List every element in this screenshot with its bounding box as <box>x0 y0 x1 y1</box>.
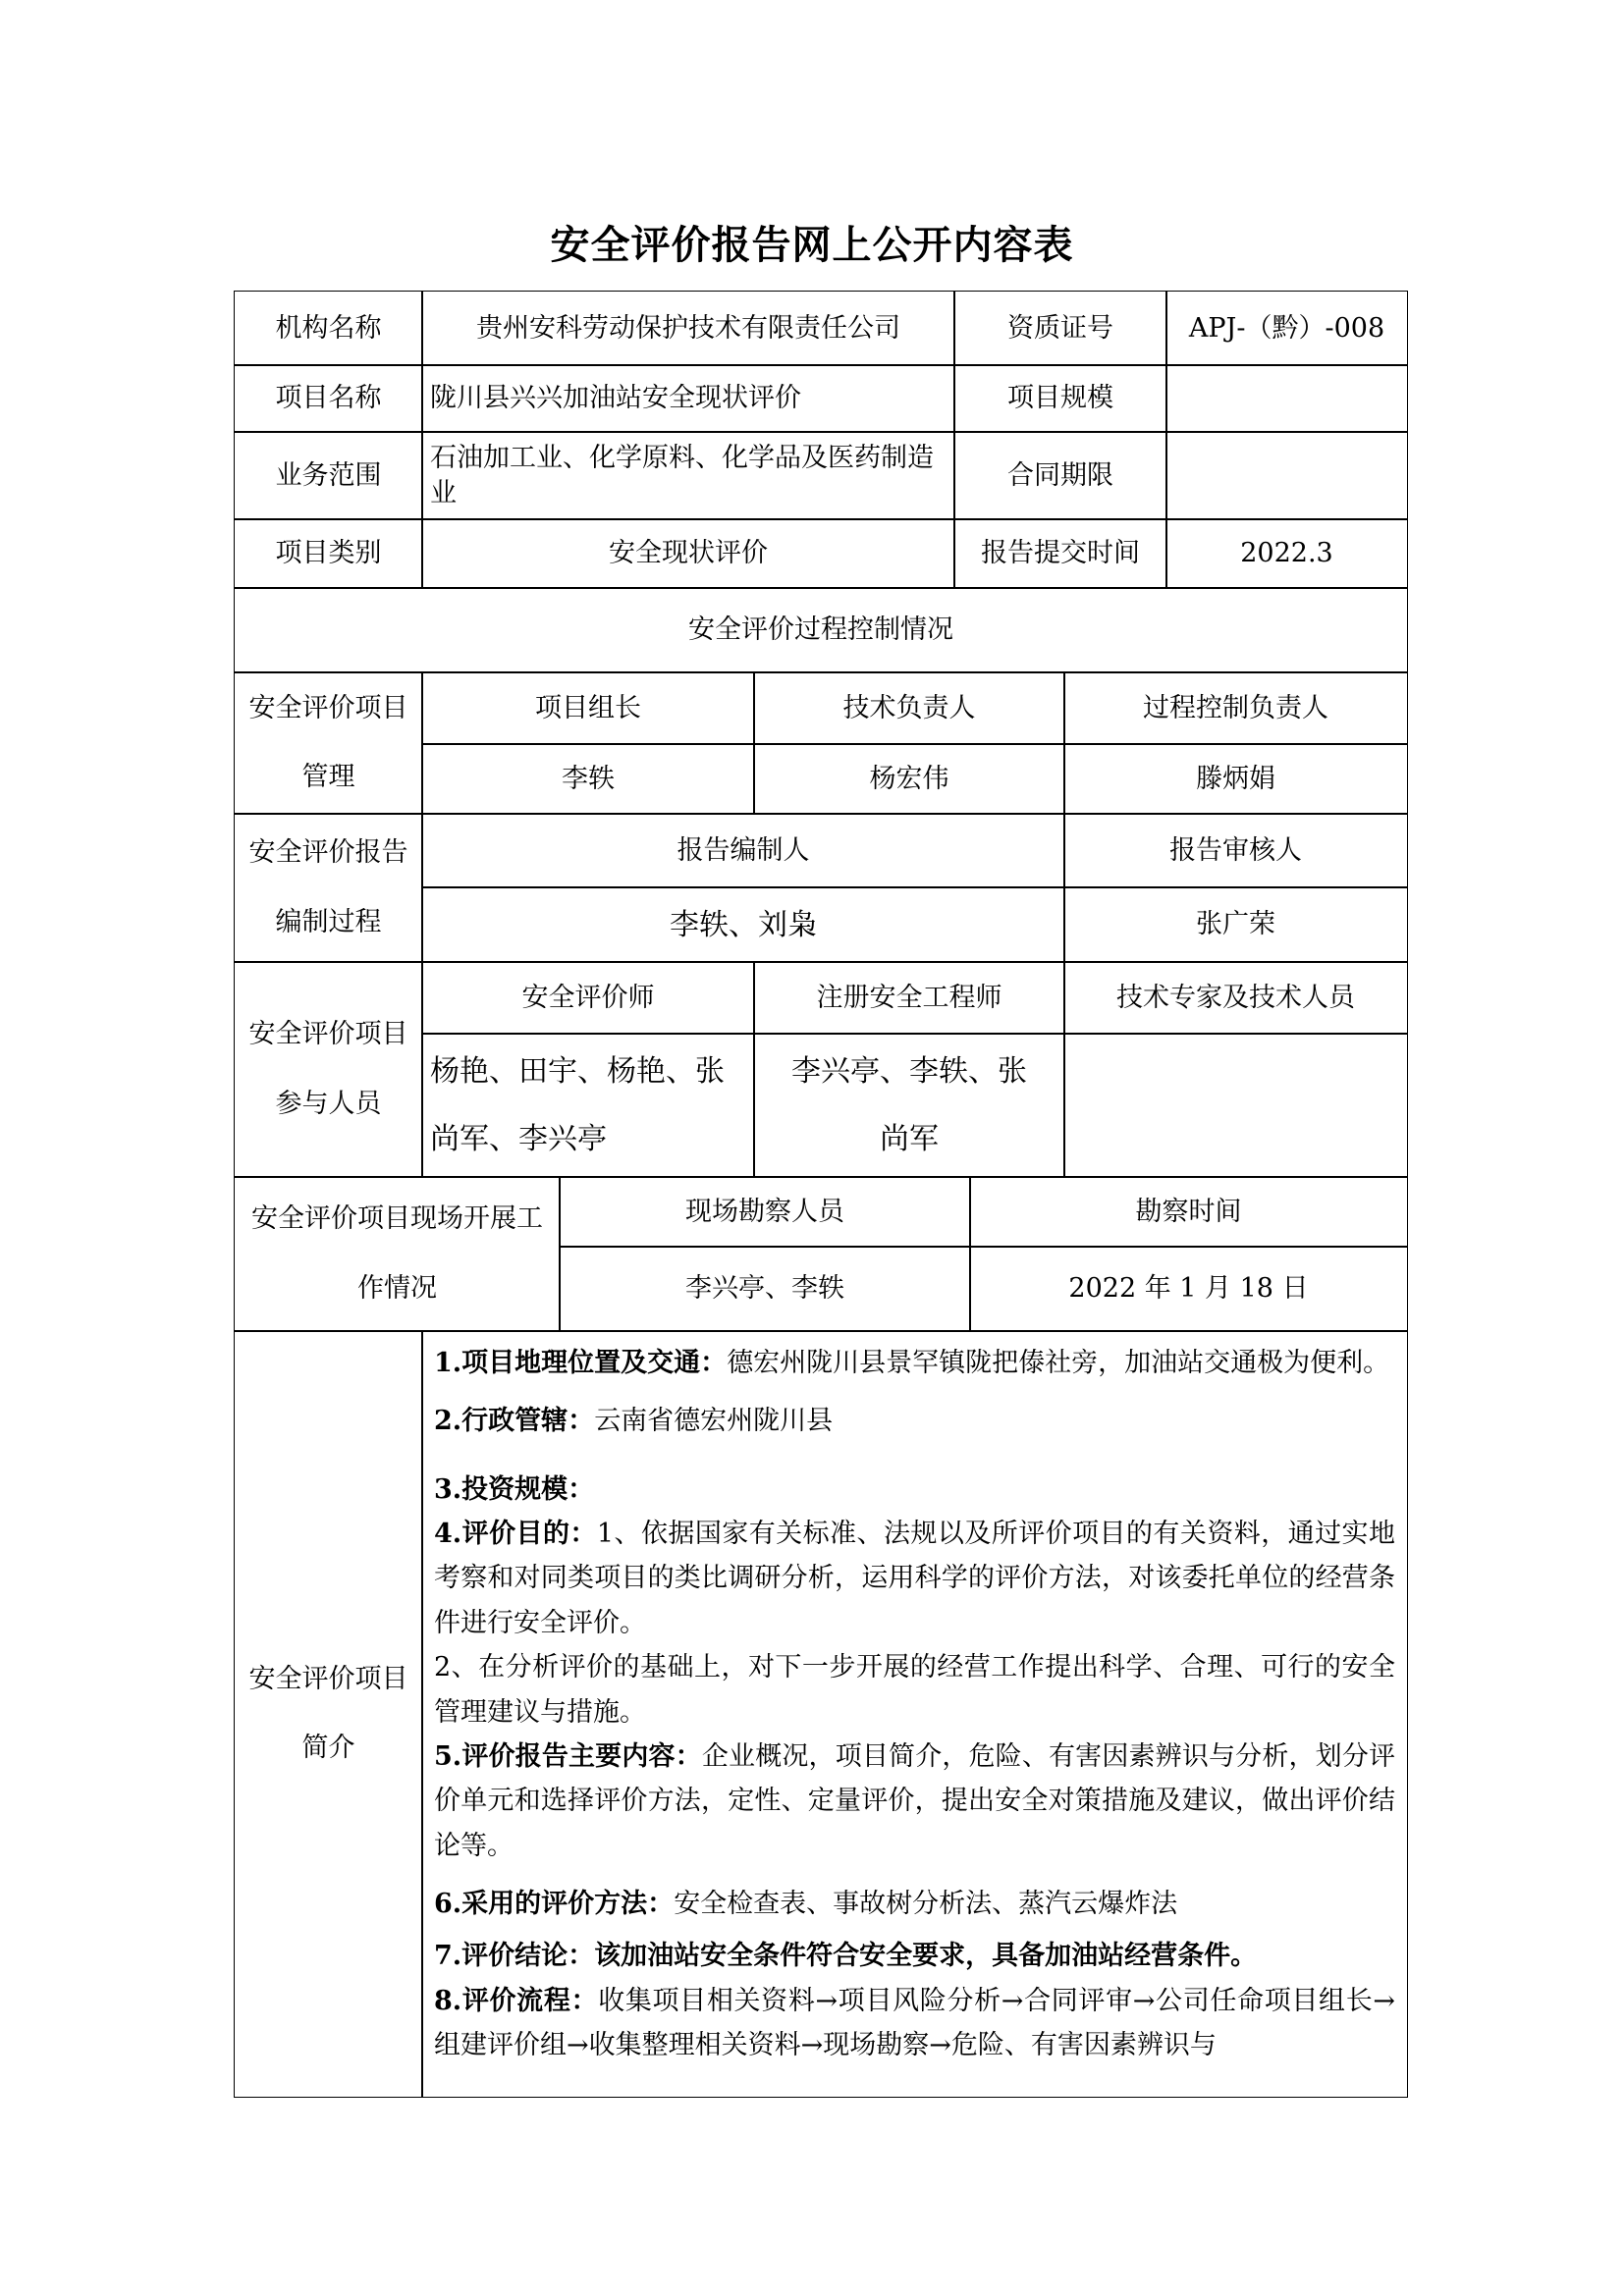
report-label: 安全评价报告编制过程 <box>234 813 423 963</box>
intro-label: 安全评价项目简介 <box>234 1330 423 2098</box>
intro-item-8-text: 收集项目相关资料→项目风险分析→合同评审→公司任命项目组长→组建评价组→收集整理相关资料→现场勘察→危险、有害因素辨识与 <box>434 1985 1395 2061</box>
staff-col-evaluator: 安全评价师 <box>421 961 755 1035</box>
report-val-reviewer: 张广荣 <box>1063 886 1408 963</box>
mgmt-col-leader: 项目组长 <box>421 671 755 745</box>
mgmt-val-leader: 李轶 <box>421 743 755 815</box>
report-val-compiler: 李轶、刘枭 <box>421 886 1065 963</box>
project-label: 项目名称 <box>234 364 423 433</box>
intro-item-7-head: 7.评价结论： <box>434 1941 595 1972</box>
site-label: 安全评价项目现场开展工作情况 <box>234 1176 561 1332</box>
cert-value: APJ-（黔）-008 <box>1165 291 1408 366</box>
contract-label: 合同期限 <box>953 431 1167 520</box>
intro-item-6-head: 6.采用的评价方法： <box>434 1888 675 1919</box>
contract-value <box>1165 431 1408 520</box>
intro-item-8 <box>434 1979 1395 2068</box>
cert-label: 资质证号 <box>953 291 1167 366</box>
intro-item-5 <box>434 1735 1395 1868</box>
mgmt-col-process: 过程控制负责人 <box>1063 671 1408 745</box>
intro-item-1 <box>434 1341 1395 1385</box>
intro-item-6 <box>434 1882 1395 1926</box>
staff-col-engineer: 注册安全工程师 <box>753 961 1065 1035</box>
intro-item-5-head: 5.评价报告主要内容： <box>434 1740 702 1772</box>
category-label: 项目类别 <box>234 518 423 589</box>
intro-item-6-text: 安全检查表、事故树分析法、蒸汽云爆炸法 <box>674 1888 1178 1919</box>
intro-item-2 <box>434 1399 1395 1443</box>
staff-val-engineer: 李兴亭、李轶、张尚军 <box>753 1033 1065 1178</box>
staff-val-evaluator: 杨艳、田宇、杨艳、张尚军、李兴亭 <box>421 1033 755 1178</box>
mgmt-col-tech: 技术负责人 <box>753 671 1065 745</box>
intro-item-3 <box>434 1468 1395 1512</box>
intro-item-4 <box>434 1512 1395 1645</box>
mgmt-val-process: 滕炳娟 <box>1063 743 1408 815</box>
site-col-time: 勘察时间 <box>969 1176 1408 1248</box>
intro-item-3-head: 3.投资规模： <box>434 1473 595 1505</box>
staff-label: 安全评价项目参与人员 <box>234 961 423 1178</box>
mgmt-val-tech: 杨宏伟 <box>753 743 1065 815</box>
intro-item-1-head: 1.项目地理位置及交通： <box>434 1348 728 1378</box>
intro-item-5-text: 企业概况，项目简介，危险、有害因素辨识与分析，划分评价单元和选择评价方法，定性、定量评价，提出安全对策措施及建议，做出评价结论等。 <box>434 1740 1396 1861</box>
process-heading: 安全评价过程控制情况 <box>234 587 1408 673</box>
org-value: 贵州安科劳动保护技术有限责任公司 <box>421 291 955 366</box>
submit-label: 报告提交时间 <box>953 518 1167 589</box>
scope-label: 业务范围 <box>234 431 423 520</box>
report-col-compiler: 报告编制人 <box>421 813 1065 888</box>
site-col-people: 现场勘察人员 <box>559 1176 971 1248</box>
intro-content <box>421 1330 1408 2098</box>
mgmt-label: 安全评价项目管理 <box>234 671 423 815</box>
project-value: 陇川县兴兴加油站安全现状评价 <box>421 364 955 433</box>
org-label: 机构名称 <box>234 291 423 366</box>
site-val-time: 2022 年 1 月 18 日 <box>969 1246 1408 1332</box>
category-value: 安全现状评价 <box>421 518 955 589</box>
scale-label: 项目规模 <box>953 364 1167 433</box>
intro-item-4b: 2、在分析评价的基础上，对下一步开展的经营工作提出科学、合理、可行的安全管理建议与措施。 <box>434 1652 1395 1728</box>
intro-item-4-text: 1、依据国家有关标准、法规以及所评价项目的有关资料，通过实地考察和对同类项目的类比调研分析，运用科学的评价方法，对该委托单位的经营条件进行安全评价。 <box>434 1519 1395 1638</box>
intro-item-4-head: 4.评价目的： <box>434 1519 597 1550</box>
intro-item-2-head: 2.行政管辖： <box>434 1406 595 1437</box>
intro-item-7 <box>434 1934 1395 1978</box>
staff-val-expert <box>1063 1033 1408 1178</box>
intro-item-7-text: 该加油站安全条件符合安全要求，具备加油站经营条件。 <box>594 1941 1258 1972</box>
intro-item-1-text: 德宏州陇川县景罕镇陇把傣社旁，加油站交通极为便利。 <box>727 1348 1390 1378</box>
submit-value: 2022.3 <box>1165 518 1408 589</box>
intro-item-2-text: 云南省德宏州陇川县 <box>594 1406 834 1437</box>
site-val-people: 李兴亭、李轶 <box>559 1246 971 1332</box>
staff-col-expert: 技术专家及技术人员 <box>1063 961 1408 1035</box>
page-title: 安全评价报告网上公开内容表 <box>550 222 1074 268</box>
scale-value <box>1165 364 1408 433</box>
report-col-reviewer: 报告审核人 <box>1063 813 1408 888</box>
scope-value: 石油加工业、化学原料、化学品及医药制造业 <box>421 431 955 520</box>
intro-item-8-head: 8.评价流程： <box>434 1985 599 2016</box>
